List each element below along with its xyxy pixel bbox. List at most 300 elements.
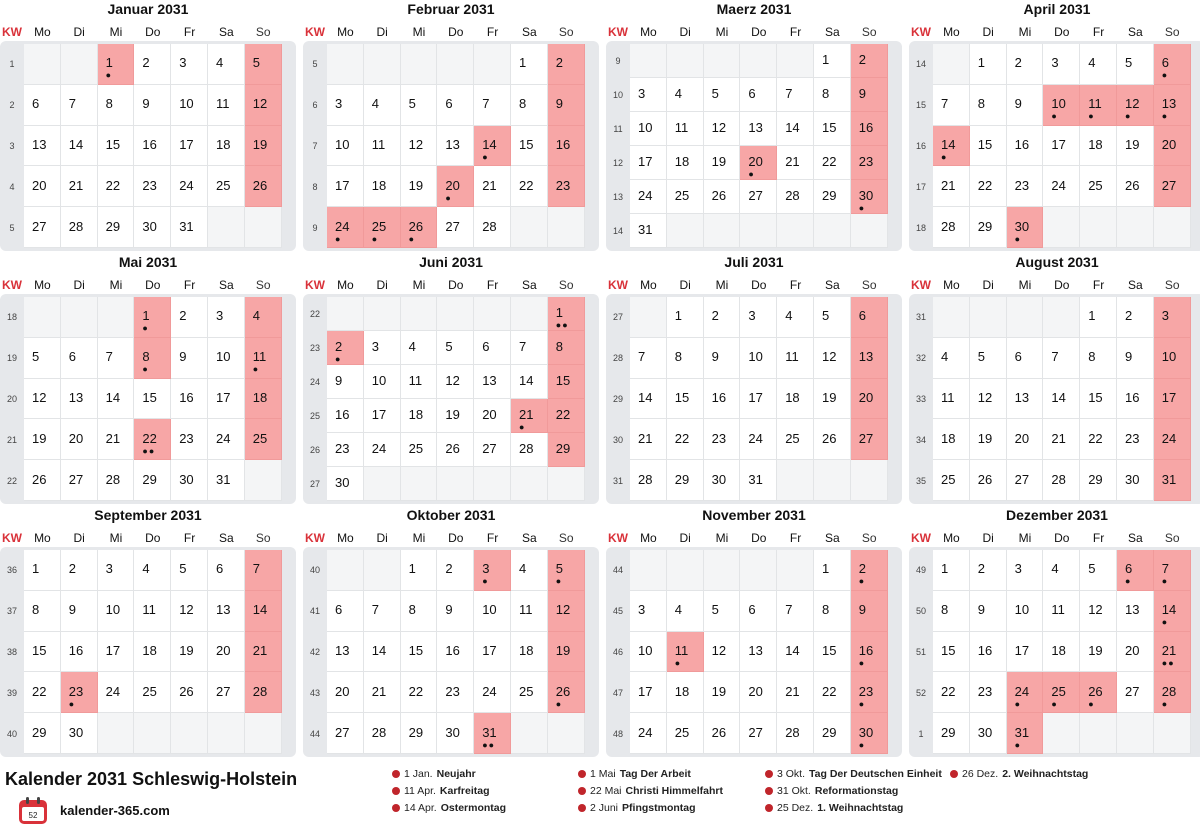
day-cell[interactable] — [24, 166, 61, 207]
day-cell[interactable] — [208, 550, 245, 591]
day-cell[interactable] — [61, 550, 98, 591]
day-cell[interactable] — [667, 591, 704, 632]
day-cell[interactable] — [1080, 460, 1117, 501]
day-cell[interactable] — [1080, 126, 1117, 167]
day-cell[interactable] — [704, 672, 741, 713]
day-cell[interactable] — [777, 419, 814, 460]
day-cell[interactable] — [933, 379, 970, 420]
day-cell[interactable] — [134, 85, 171, 126]
day-cell[interactable] — [777, 180, 814, 214]
day-cell[interactable] — [208, 419, 245, 460]
day-cell[interactable] — [474, 331, 511, 365]
day-cell[interactable] — [814, 297, 851, 338]
day-cell[interactable] — [437, 365, 474, 399]
day-cell[interactable] — [474, 85, 511, 126]
day-cell[interactable] — [437, 399, 474, 433]
day-cell[interactable] — [61, 85, 98, 126]
day-cell[interactable] — [740, 180, 777, 214]
day-cell[interactable] — [814, 78, 851, 112]
day-cell[interactable] — [511, 632, 548, 673]
day-cell[interactable] — [401, 632, 438, 673]
day-cell[interactable] — [1080, 379, 1117, 420]
day-cell[interactable] — [851, 297, 888, 338]
day-cell[interactable] — [740, 460, 777, 501]
day-cell[interactable] — [630, 78, 667, 112]
day-cell[interactable] — [437, 331, 474, 365]
day-cell[interactable] — [437, 713, 474, 754]
day-cell[interactable] — [933, 591, 970, 632]
day-cell[interactable] — [1080, 338, 1117, 379]
day-cell[interactable] — [548, 44, 585, 85]
day-cell[interactable] — [171, 207, 208, 248]
day-cell[interactable] — [245, 126, 282, 167]
day-cell[interactable] — [851, 112, 888, 146]
day-cell[interactable] — [814, 591, 851, 632]
day-cell[interactable] — [208, 44, 245, 85]
day-cell[interactable] — [1117, 632, 1154, 673]
day-cell[interactable] — [548, 365, 585, 399]
day-cell[interactable] — [1117, 338, 1154, 379]
day-cell[interactable] — [1043, 379, 1080, 420]
day-cell[interactable] — [630, 672, 667, 713]
day-cell[interactable] — [245, 338, 282, 379]
day-cell[interactable] — [437, 433, 474, 467]
day-cell[interactable] — [474, 632, 511, 673]
day-cell[interactable] — [1007, 44, 1044, 85]
day-cell[interactable] — [740, 713, 777, 754]
day-cell[interactable] — [1007, 672, 1044, 713]
day-cell[interactable] — [704, 297, 741, 338]
day-cell[interactable] — [740, 419, 777, 460]
day-cell[interactable] — [474, 672, 511, 713]
day-cell[interactable] — [933, 207, 970, 248]
day-cell[interactable] — [401, 591, 438, 632]
day-cell[interactable] — [667, 338, 704, 379]
day-cell[interactable] — [851, 713, 888, 754]
day-cell[interactable] — [667, 672, 704, 713]
day-cell[interactable] — [474, 365, 511, 399]
day-cell[interactable] — [630, 112, 667, 146]
day-cell[interactable] — [851, 419, 888, 460]
day-cell[interactable] — [704, 632, 741, 673]
day-cell[interactable] — [327, 713, 364, 754]
day-cell[interactable] — [98, 460, 135, 501]
day-cell[interactable] — [814, 632, 851, 673]
day-cell[interactable] — [134, 591, 171, 632]
day-cell[interactable] — [1117, 379, 1154, 420]
day-cell[interactable] — [245, 85, 282, 126]
day-cell[interactable] — [851, 338, 888, 379]
day-cell[interactable] — [548, 85, 585, 126]
day-cell[interactable] — [704, 591, 741, 632]
day-cell[interactable] — [1043, 550, 1080, 591]
day-cell[interactable] — [970, 460, 1007, 501]
day-cell[interactable] — [208, 338, 245, 379]
day-cell[interactable] — [61, 632, 98, 673]
day-cell[interactable] — [208, 632, 245, 673]
day-cell[interactable] — [933, 550, 970, 591]
day-cell[interactable] — [245, 419, 282, 460]
day-cell[interactable] — [98, 591, 135, 632]
day-cell[interactable] — [1080, 166, 1117, 207]
day-cell[interactable] — [98, 419, 135, 460]
day-cell[interactable] — [24, 126, 61, 167]
day-cell[interactable] — [1043, 85, 1080, 126]
day-cell[interactable] — [1154, 379, 1191, 420]
day-cell[interactable] — [933, 419, 970, 460]
day-cell[interactable] — [61, 166, 98, 207]
day-cell[interactable] — [667, 112, 704, 146]
day-cell[interactable] — [740, 591, 777, 632]
day-cell[interactable] — [327, 632, 364, 673]
day-cell[interactable] — [1043, 44, 1080, 85]
day-cell[interactable] — [511, 166, 548, 207]
day-cell[interactable] — [401, 672, 438, 713]
day-cell[interactable] — [667, 419, 704, 460]
day-cell[interactable] — [61, 338, 98, 379]
day-cell[interactable] — [1117, 166, 1154, 207]
day-cell[interactable] — [740, 379, 777, 420]
day-cell[interactable] — [61, 126, 98, 167]
day-cell[interactable] — [814, 44, 851, 78]
day-cell[interactable] — [704, 338, 741, 379]
day-cell[interactable] — [327, 467, 364, 501]
day-cell[interactable] — [1080, 632, 1117, 673]
day-cell[interactable] — [511, 126, 548, 167]
day-cell[interactable] — [933, 126, 970, 167]
day-cell[interactable] — [208, 126, 245, 167]
day-cell[interactable] — [401, 85, 438, 126]
day-cell[interactable] — [98, 44, 135, 85]
day-cell[interactable] — [511, 85, 548, 126]
day-cell[interactable] — [134, 672, 171, 713]
day-cell[interactable] — [704, 180, 741, 214]
day-cell[interactable] — [777, 112, 814, 146]
day-cell[interactable] — [630, 146, 667, 180]
day-cell[interactable] — [208, 591, 245, 632]
day-cell[interactable] — [1007, 126, 1044, 167]
day-cell[interactable] — [98, 632, 135, 673]
day-cell[interactable] — [1043, 166, 1080, 207]
day-cell[interactable] — [474, 207, 511, 248]
day-cell[interactable] — [777, 632, 814, 673]
day-cell[interactable] — [474, 433, 511, 467]
day-cell[interactable] — [667, 713, 704, 754]
day-cell[interactable] — [970, 166, 1007, 207]
day-cell[interactable] — [245, 297, 282, 338]
day-cell[interactable] — [327, 331, 364, 365]
day-cell[interactable] — [134, 419, 171, 460]
day-cell[interactable] — [933, 460, 970, 501]
day-cell[interactable] — [704, 419, 741, 460]
day-cell[interactable] — [851, 78, 888, 112]
day-cell[interactable] — [24, 85, 61, 126]
day-cell[interactable] — [1007, 550, 1044, 591]
day-cell[interactable] — [704, 460, 741, 501]
day-cell[interactable] — [777, 146, 814, 180]
day-cell[interactable] — [777, 297, 814, 338]
day-cell[interactable] — [171, 550, 208, 591]
day-cell[interactable] — [24, 379, 61, 420]
day-cell[interactable] — [933, 632, 970, 673]
day-cell[interactable] — [814, 713, 851, 754]
day-cell[interactable] — [1043, 419, 1080, 460]
day-cell[interactable] — [327, 85, 364, 126]
day-cell[interactable] — [437, 550, 474, 591]
day-cell[interactable] — [171, 672, 208, 713]
day-cell[interactable] — [245, 591, 282, 632]
day-cell[interactable] — [208, 672, 245, 713]
day-cell[interactable] — [171, 126, 208, 167]
day-cell[interactable] — [98, 379, 135, 420]
day-cell[interactable] — [1007, 460, 1044, 501]
day-cell[interactable] — [1154, 672, 1191, 713]
day-cell[interactable] — [208, 297, 245, 338]
day-cell[interactable] — [970, 550, 1007, 591]
day-cell[interactable] — [401, 126, 438, 167]
day-cell[interactable] — [364, 433, 401, 467]
day-cell[interactable] — [171, 338, 208, 379]
day-cell[interactable] — [970, 338, 1007, 379]
day-cell[interactable] — [667, 632, 704, 673]
day-cell[interactable] — [970, 126, 1007, 167]
day-cell[interactable] — [401, 207, 438, 248]
day-cell[interactable] — [704, 112, 741, 146]
day-cell[interactable] — [777, 591, 814, 632]
day-cell[interactable] — [171, 591, 208, 632]
day-cell[interactable] — [364, 331, 401, 365]
day-cell[interactable] — [98, 85, 135, 126]
day-cell[interactable] — [1154, 460, 1191, 501]
day-cell[interactable] — [98, 207, 135, 248]
day-cell[interactable] — [474, 126, 511, 167]
site-name[interactable]: kalender-365.com — [60, 803, 170, 818]
day-cell[interactable] — [171, 85, 208, 126]
day-cell[interactable] — [667, 297, 704, 338]
day-cell[interactable] — [1080, 297, 1117, 338]
day-cell[interactable] — [437, 591, 474, 632]
day-cell[interactable] — [327, 672, 364, 713]
day-cell[interactable] — [970, 207, 1007, 248]
day-cell[interactable] — [61, 379, 98, 420]
day-cell[interactable] — [740, 632, 777, 673]
day-cell[interactable] — [474, 550, 511, 591]
day-cell[interactable] — [171, 44, 208, 85]
day-cell[interactable] — [814, 379, 851, 420]
day-cell[interactable] — [814, 550, 851, 591]
day-cell[interactable] — [401, 433, 438, 467]
day-cell[interactable] — [364, 713, 401, 754]
day-cell[interactable] — [970, 379, 1007, 420]
day-cell[interactable] — [245, 166, 282, 207]
day-cell[interactable] — [474, 591, 511, 632]
day-cell[interactable] — [630, 379, 667, 420]
day-cell[interactable] — [511, 550, 548, 591]
day-cell[interactable] — [24, 550, 61, 591]
day-cell[interactable] — [740, 338, 777, 379]
day-cell[interactable] — [61, 419, 98, 460]
day-cell[interactable] — [134, 166, 171, 207]
day-cell[interactable] — [630, 460, 667, 501]
day-cell[interactable] — [208, 379, 245, 420]
day-cell[interactable] — [437, 632, 474, 673]
day-cell[interactable] — [630, 338, 667, 379]
day-cell[interactable] — [548, 126, 585, 167]
day-cell[interactable] — [437, 126, 474, 167]
day-cell[interactable] — [401, 365, 438, 399]
day-cell[interactable] — [1007, 591, 1044, 632]
day-cell[interactable] — [511, 399, 548, 433]
day-cell[interactable] — [245, 379, 282, 420]
day-cell[interactable] — [437, 85, 474, 126]
day-cell[interactable] — [364, 672, 401, 713]
day-cell[interactable] — [61, 672, 98, 713]
day-cell[interactable] — [171, 632, 208, 673]
day-cell[interactable] — [970, 591, 1007, 632]
day-cell[interactable] — [851, 180, 888, 214]
day-cell[interactable] — [134, 632, 171, 673]
day-cell[interactable] — [134, 297, 171, 338]
day-cell[interactable] — [704, 713, 741, 754]
day-cell[interactable] — [511, 433, 548, 467]
day-cell[interactable] — [1154, 44, 1191, 85]
day-cell[interactable] — [814, 672, 851, 713]
day-cell[interactable] — [1080, 85, 1117, 126]
day-cell[interactable] — [933, 166, 970, 207]
day-cell[interactable] — [437, 207, 474, 248]
day-cell[interactable] — [1154, 632, 1191, 673]
day-cell[interactable] — [1007, 632, 1044, 673]
day-cell[interactable] — [401, 331, 438, 365]
day-cell[interactable] — [667, 78, 704, 112]
day-cell[interactable] — [401, 399, 438, 433]
day-cell[interactable] — [1007, 713, 1044, 754]
day-cell[interactable] — [1080, 44, 1117, 85]
day-cell[interactable] — [777, 78, 814, 112]
day-cell[interactable] — [364, 365, 401, 399]
day-cell[interactable] — [1117, 126, 1154, 167]
day-cell[interactable] — [1154, 166, 1191, 207]
day-cell[interactable] — [1117, 550, 1154, 591]
day-cell[interactable] — [327, 126, 364, 167]
day-cell[interactable] — [134, 338, 171, 379]
day-cell[interactable] — [1007, 85, 1044, 126]
day-cell[interactable] — [511, 591, 548, 632]
day-cell[interactable] — [1080, 550, 1117, 591]
day-cell[interactable] — [134, 550, 171, 591]
day-cell[interactable] — [245, 44, 282, 85]
day-cell[interactable] — [1043, 632, 1080, 673]
day-cell[interactable] — [814, 419, 851, 460]
day-cell[interactable] — [327, 207, 364, 248]
day-cell[interactable] — [851, 550, 888, 591]
day-cell[interactable] — [933, 672, 970, 713]
day-cell[interactable] — [777, 672, 814, 713]
day-cell[interactable] — [511, 365, 548, 399]
day-cell[interactable] — [548, 297, 585, 331]
day-cell[interactable] — [851, 379, 888, 420]
day-cell[interactable] — [740, 297, 777, 338]
day-cell[interactable] — [1154, 126, 1191, 167]
day-cell[interactable] — [1043, 338, 1080, 379]
day-cell[interactable] — [511, 331, 548, 365]
day-cell[interactable] — [740, 78, 777, 112]
day-cell[interactable] — [1117, 297, 1154, 338]
day-cell[interactable] — [814, 338, 851, 379]
day-cell[interactable] — [61, 460, 98, 501]
day-cell[interactable] — [1117, 672, 1154, 713]
day-cell[interactable] — [24, 672, 61, 713]
day-cell[interactable] — [98, 550, 135, 591]
day-cell[interactable] — [401, 713, 438, 754]
day-cell[interactable] — [851, 146, 888, 180]
day-cell[interactable] — [1117, 44, 1154, 85]
day-cell[interactable] — [364, 632, 401, 673]
day-cell[interactable] — [667, 180, 704, 214]
day-cell[interactable] — [970, 632, 1007, 673]
day-cell[interactable] — [171, 460, 208, 501]
day-cell[interactable] — [1043, 672, 1080, 713]
day-cell[interactable] — [814, 180, 851, 214]
day-cell[interactable] — [630, 591, 667, 632]
day-cell[interactable] — [511, 44, 548, 85]
day-cell[interactable] — [740, 112, 777, 146]
day-cell[interactable] — [1007, 207, 1044, 248]
day-cell[interactable] — [474, 399, 511, 433]
day-cell[interactable] — [1154, 297, 1191, 338]
day-cell[interactable] — [437, 166, 474, 207]
day-cell[interactable] — [1117, 85, 1154, 126]
day-cell[interactable] — [474, 166, 511, 207]
day-cell[interactable] — [327, 365, 364, 399]
day-cell[interactable] — [1007, 166, 1044, 207]
day-cell[interactable] — [327, 433, 364, 467]
day-cell[interactable] — [98, 338, 135, 379]
day-cell[interactable] — [134, 126, 171, 167]
day-cell[interactable] — [1117, 460, 1154, 501]
day-cell[interactable] — [851, 632, 888, 673]
day-cell[interactable] — [548, 591, 585, 632]
day-cell[interactable] — [364, 399, 401, 433]
day-cell[interactable] — [364, 126, 401, 167]
day-cell[interactable] — [98, 126, 135, 167]
day-cell[interactable] — [851, 672, 888, 713]
day-cell[interactable] — [704, 146, 741, 180]
day-cell[interactable] — [24, 419, 61, 460]
day-cell[interactable] — [548, 166, 585, 207]
day-cell[interactable] — [704, 379, 741, 420]
day-cell[interactable] — [933, 713, 970, 754]
day-cell[interactable] — [1154, 419, 1191, 460]
day-cell[interactable] — [24, 460, 61, 501]
day-cell[interactable] — [740, 672, 777, 713]
day-cell[interactable] — [933, 85, 970, 126]
day-cell[interactable] — [437, 672, 474, 713]
day-cell[interactable] — [970, 44, 1007, 85]
day-cell[interactable] — [970, 85, 1007, 126]
day-cell[interactable] — [667, 379, 704, 420]
day-cell[interactable] — [134, 460, 171, 501]
day-cell[interactable] — [1154, 85, 1191, 126]
day-cell[interactable] — [98, 166, 135, 207]
day-cell[interactable] — [24, 632, 61, 673]
day-cell[interactable] — [474, 713, 511, 754]
day-cell[interactable] — [1043, 126, 1080, 167]
day-cell[interactable] — [814, 146, 851, 180]
day-cell[interactable] — [245, 672, 282, 713]
day-cell[interactable] — [970, 672, 1007, 713]
day-cell[interactable] — [548, 632, 585, 673]
